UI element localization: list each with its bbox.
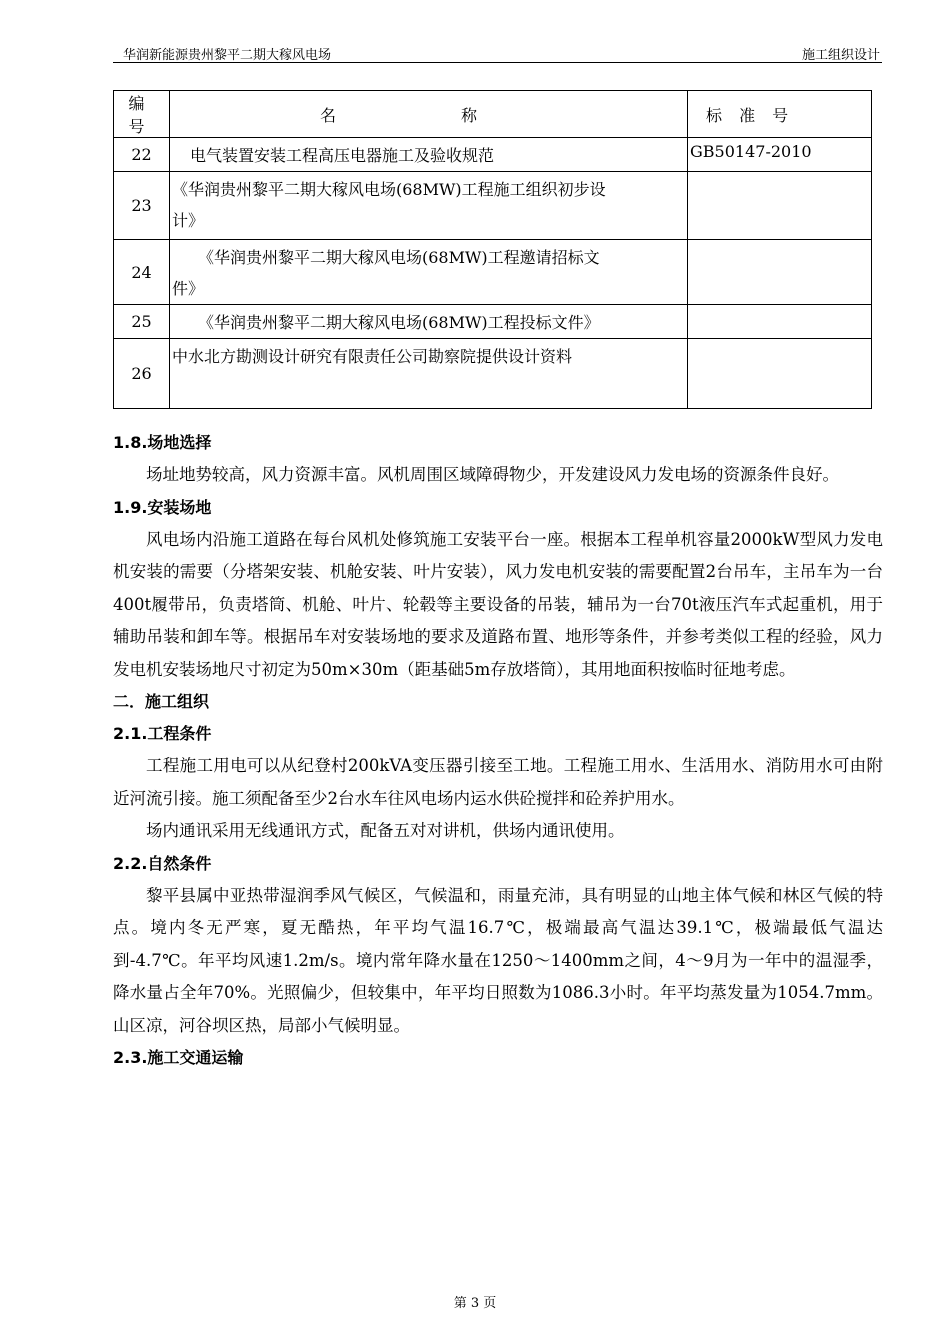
standards-table	[113, 90, 872, 409]
header-doc-type: 施工组织设计	[801, 48, 880, 63]
page-header	[113, 40, 882, 63]
row-name	[170, 240, 688, 305]
table-row	[114, 339, 872, 409]
section-heading-2-2: 2.2.自然条件	[113, 853, 212, 873]
row-std	[688, 172, 872, 240]
section-heading-2-1: 2.1.工程条件	[113, 724, 212, 743]
section-heading-2-3: 2.3.施工交通运输	[113, 1048, 244, 1067]
col-header-std: 标 准 号	[688, 91, 872, 138]
section-heading-1-9: 1.9.安装场地	[113, 497, 212, 517]
row-no: 22	[114, 138, 170, 172]
row-name-line1: 《华润贵州黎平二期大稼风电场(68MW)工程邀请招标文	[198, 248, 600, 267]
paragraph: 黎平县属中亚热带湿润季风气候区，气候温和，雨量充沛，具有明显的山地主体气候和林区气候的特点。境内冬无严寒，夏无酷热，年平均气温16.7℃，极端最高气温达39.1℃，极端最低气温达到-4.7℃。年平均风速1.2m/s。境内常年降水量在1250～1400mm之间，4～9月为一年中的温湿季，降水量占全年70%。光照偏少，但较集中，年平均日照数为1086.3小时。年平均蒸发量为1054.7mm。山区凉，河谷坝区热，局部小气候明显。	[113, 885, 883, 1035]
row-std	[688, 240, 872, 305]
col-header-no: 编 号	[114, 91, 170, 138]
header-project-name: 华润新能源贵州黎平二期大稼风电场	[123, 48, 332, 63]
row-name: 中水北方勘测设计研究有限责任公司勘察院提供设计资料	[170, 339, 688, 409]
row-name-line2: 件》	[172, 279, 205, 298]
row-std: GB50147-2010	[688, 138, 872, 172]
table-row	[114, 172, 872, 240]
paragraph: 场内通讯采用无线通讯方式，配备五对对讲机，供场内通讯使用。	[146, 821, 625, 840]
row-no: 25	[114, 305, 170, 339]
paragraph: 场址地势较高，风力资源丰富。风机周围区域障碍物少，开发建设风力发电场的资源条件良好。	[146, 465, 839, 484]
table-header-row	[114, 91, 872, 138]
row-name	[170, 172, 688, 240]
paragraph: 工程施工用电可以从纪登村200kVA变压器引接至工地。工程施工用水、生活用水、消防用水可由附近河流引接。施工须配备至少2台水车往风电场内运水供砼搅拌和砼养护用水。	[113, 756, 883, 808]
document-body	[113, 427, 883, 1074]
table-row	[114, 305, 872, 339]
chapter-heading-2: 二．施工组织	[113, 692, 210, 711]
row-no: 26	[114, 339, 170, 409]
col-header-name: 名 称	[170, 91, 688, 138]
paragraph: 风电场内沿施工道路在每台风机处修筑施工安装平台一座。根据本工程单机容量2000kW型风力发电机安装的需要（分塔架安装、机舱安装、叶片安装），风力发电机安装的需要配置2台吊车，主吊车为一台400t履带吊，负责塔筒、机舱、叶片、轮毂等主要设备的吊装，辅吊为一台70t液压汽车式起重机，用于辅助吊装和卸车等。根据吊车对安装场地的要求及道路布置、地形等条件，并参考类似工程的经验，风力发电机安装场地尺寸初定为50m×30m（距基础5m存放塔筒），其用地面积按临时征地考虑。	[113, 529, 883, 679]
row-name: 电气装置安装工程高压电器施工及验收规范	[170, 138, 688, 172]
table-row	[114, 240, 872, 305]
row-name-line2: 计》	[172, 211, 205, 230]
row-std	[688, 305, 872, 339]
page-number: 第 3 页	[453, 1296, 497, 1311]
row-std	[688, 339, 872, 409]
section-heading-1-8: 1.8.场地选择	[113, 433, 212, 452]
row-name: 《华润贵州黎平二期大稼风电场(68MW)工程投标文件》	[170, 305, 688, 339]
row-no: 24	[114, 240, 170, 305]
row-no: 23	[114, 172, 170, 240]
table-row	[114, 138, 872, 172]
row-name-line1: 《华润贵州黎平二期大稼风电场(68MW)工程施工组织初步设	[172, 180, 606, 199]
